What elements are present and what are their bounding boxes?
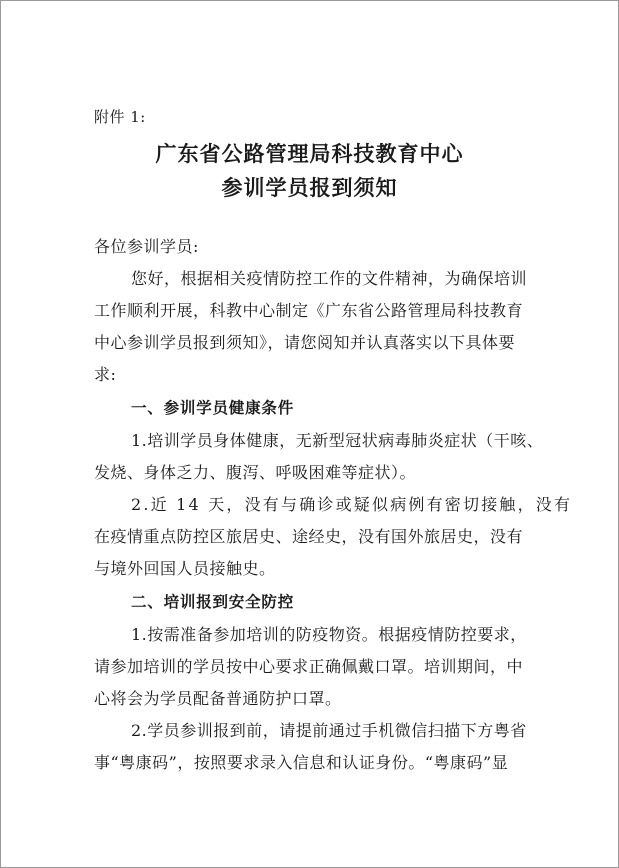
- section-2-heading: 二、培训报到安全防控: [131, 593, 295, 611]
- section-1-item-2-line-3: 与境外回国人员接触史。: [94, 559, 276, 578]
- section-2-item-1-line-1: 1.按需准备参加培训的防疫物资。根据疫情防控要求，: [131, 625, 527, 644]
- document-title-line-1: 广东省公路管理局科技教育中心: [155, 141, 464, 166]
- section-2-item-1-line-2: 请参加培训的学员按中心要求正确佩戴口罩。培训期间，中: [94, 657, 524, 676]
- salutation: 各位参训学员:: [94, 237, 199, 256]
- intro-line-4: 求:: [94, 365, 117, 384]
- section-2-item-1-line-3: 心将会为学员配备普通防护口罩。: [94, 689, 342, 708]
- section-2-item-2-line-1: 2.学员参训报到前，请提前通过手机微信扫描下方粤省: [131, 721, 527, 740]
- section-1-item-2-line-2: 在疫情重点防控区旅居史、途经史，没有国外旅居史，没有: [94, 527, 524, 546]
- section-2-item-2-line-2: 事“粤康码”，按照要求录入信息和认证身份。“粤康码”显: [94, 753, 509, 772]
- intro-line-2: 工作顺利开展，科教中心制定《广东省公路管理局科技教育: [94, 301, 524, 320]
- document-title-line-2: 参训学员报到须知: [221, 175, 398, 200]
- section-1-item-1-line-1: 1.培训学员身体健康，无新型冠状病毒肺炎症状（干咳、: [131, 431, 544, 450]
- section-1-item-1-line-2: 发烧、身体乏力、腹泻、呼吸困难等症状）。: [94, 463, 417, 482]
- attachment-label: 附件 1:: [94, 108, 146, 126]
- section-1-heading: 一、参训学员健康条件: [131, 399, 295, 417]
- intro-line-3: 中心参训学员报到须知》，请您阅知并认真落实以下具体要: [94, 333, 516, 352]
- intro-line-1: 您好，根据相关疫情防控工作的文件精神，为确保培训: [131, 269, 528, 288]
- section-1-item-2-line-1: 2.近 14 天，没有与确诊或疑似病例有密切接触，没有: [131, 495, 573, 514]
